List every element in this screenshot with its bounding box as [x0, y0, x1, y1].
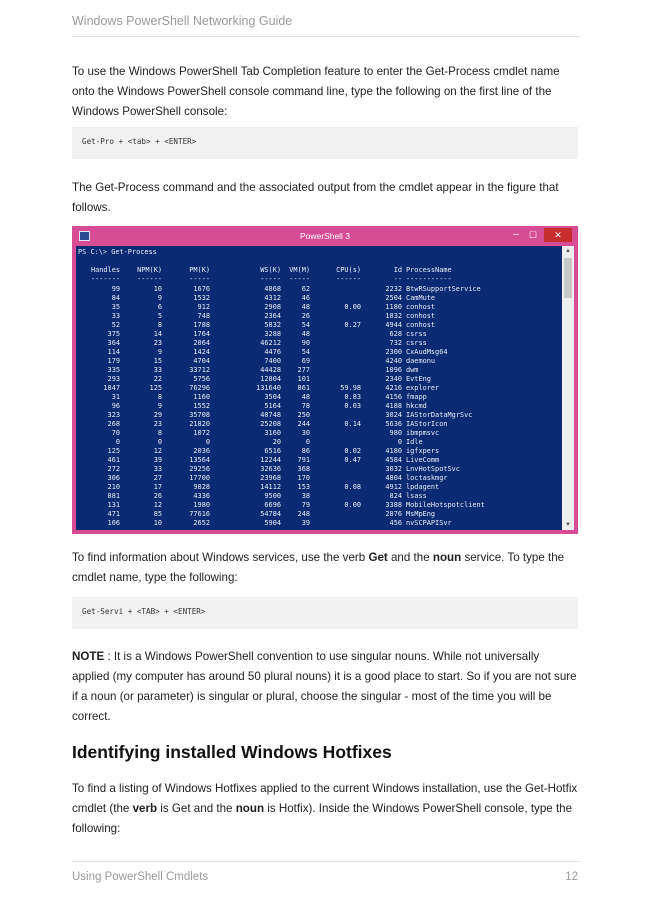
text-run: is Get and the — [157, 802, 236, 815]
window-title: PowerShell 3 — [299, 231, 351, 241]
console-cell: 76296 — [189, 384, 210, 392]
console-header-row — [76, 266, 562, 275]
console-cell: 9828 — [193, 483, 210, 491]
console-cell: 101 — [297, 375, 310, 383]
paragraph-tab-completion: To use the Windows PowerShell Tab Completion feature to enter the Get-Process cmdlet name onto the Windows PowerShell console command line, type the following on the first line of the Windows PowerShell console: — [72, 65, 560, 118]
console-cell: 2064 — [193, 339, 210, 347]
console-cell: 40748 — [260, 411, 281, 419]
console-cell: 2300 — [385, 348, 402, 356]
console-cell: 1160 — [193, 393, 210, 401]
console-cell: 3288 — [264, 330, 281, 338]
console-data-row — [76, 456, 562, 465]
console-cell: csrss — [406, 330, 427, 338]
console-cell: ------- — [90, 275, 120, 283]
console-cell: nvSCPAPISvr — [406, 519, 452, 527]
console-cell: 2504 — [385, 294, 402, 302]
console-cell: 2340 — [385, 375, 402, 383]
console-cell: 23 — [153, 420, 162, 428]
console-data-row — [76, 501, 562, 510]
console-cell: fmapp — [406, 393, 427, 401]
console-cell: 90 — [301, 339, 310, 347]
console-cell: MobileHotspotclient — [406, 501, 485, 509]
console-cell: 54 — [301, 321, 310, 329]
console-cell: LnvHotSpotSvc — [406, 465, 460, 473]
console-cell: lpdagent — [406, 483, 440, 491]
console-cell: csrss — [406, 339, 427, 347]
text-run: To find a listing of Windows Hotfixes applied to the current Windows installation, use the Get-Hotfix cmdlet (the — [72, 782, 578, 815]
console-cell: 0.00 — [344, 303, 361, 311]
console-cell: conhost — [406, 312, 436, 320]
close-icon: ✕ — [544, 228, 572, 242]
console-data-row — [76, 483, 562, 492]
footer-divider — [72, 861, 580, 862]
console-data-row — [76, 330, 562, 339]
console-cell: 881 — [107, 492, 120, 500]
console-cell: 1980 — [193, 501, 210, 509]
console-cell: 0.03 — [344, 402, 361, 410]
console-cell: 4944 — [385, 321, 402, 329]
console-data-row — [76, 321, 562, 330]
console-cell: ProcessName — [406, 266, 452, 274]
console-cell: CxAudMsg64 — [406, 348, 448, 356]
console-cell: 33 — [153, 465, 162, 473]
console-cell: 244 — [297, 420, 310, 428]
console-cell: ----- — [260, 275, 281, 283]
console-cell: 732 — [389, 339, 402, 347]
console-data-row — [76, 375, 562, 384]
text-run: : It is a Windows PowerShell convention to use singular nouns. While not universally applied (my computer has around 50 plural nouns) it is a good place to start. So if you are not sure if a noun (or parameter) is singular or plural, choose the singular - most of the time you will be correct. — [72, 650, 577, 723]
console-cell: 6696 — [264, 501, 281, 509]
console-cell: CPU(s) — [336, 266, 361, 274]
console-cell: 1832 — [385, 312, 402, 320]
section-heading: Identifying installed Windows Hotfixes — [72, 742, 392, 762]
console-cell: 48 — [301, 393, 310, 401]
console-cell: 628 — [389, 330, 402, 338]
code-block-get-service — [72, 597, 578, 629]
console-cell: 29256 — [189, 465, 210, 473]
console-cell: 131640 — [256, 384, 281, 392]
console-cell: 125 — [149, 384, 162, 392]
console-cell: 1072 — [193, 429, 210, 437]
console-cell: 8 — [157, 429, 162, 437]
console-cell: 0.00 — [344, 501, 361, 509]
console-cell: 0.83 — [344, 393, 361, 401]
console-data-row — [76, 510, 562, 519]
console-cell: 3388 — [385, 501, 402, 509]
console-data-row — [76, 303, 562, 312]
console-cell: 62 — [301, 285, 310, 293]
console-cell: hkcmd — [406, 402, 427, 410]
console-cell: 368 — [297, 465, 310, 473]
console-cell: 0 — [157, 438, 162, 446]
console-cell: 5164 — [264, 402, 281, 410]
console-cell: 0.08 — [344, 483, 361, 491]
console-cell: 39 — [153, 456, 162, 464]
bold-noun: noun — [432, 551, 462, 564]
console-cell: 2876 — [385, 510, 402, 518]
console-cell: 86 — [301, 447, 310, 455]
console-cell: 4312 — [264, 294, 281, 302]
console-cell: 0.14 — [344, 420, 361, 428]
console-cell: 1180 — [385, 303, 402, 311]
console-cell: 250 — [297, 411, 310, 419]
console-cell: 8 — [157, 321, 162, 329]
console-cell: 4476 — [264, 348, 281, 356]
paragraph-note — [72, 647, 578, 727]
scroll-up-icon: ▲ — [565, 248, 571, 254]
console-cell: 70 — [111, 429, 120, 437]
console-cell: 5636 — [385, 420, 402, 428]
console-cell: 17 — [153, 483, 162, 491]
console-cell: 2364 — [264, 312, 281, 320]
console-cell: 4704 — [193, 357, 210, 365]
console-cell: 39 — [301, 519, 310, 527]
console-cell: IAStorDataMgrSvc — [406, 411, 473, 419]
console-cell: 79 — [301, 501, 310, 509]
console-data-row — [76, 438, 562, 447]
console-cell: 25208 — [260, 420, 281, 428]
console-cell: 293 — [107, 375, 120, 383]
console-cell: 7400 — [264, 357, 281, 365]
scroll-thumb — [564, 258, 572, 298]
console-cell: 1788 — [193, 321, 210, 329]
console-cell: IAStorIcon — [406, 420, 448, 428]
console-cell: loctaskmgr — [406, 474, 448, 482]
text-run: and the — [387, 551, 433, 564]
running-header: Windows PowerShell Networking Guide — [72, 14, 293, 28]
console-cell: 1764 — [193, 330, 210, 338]
console-cell: 114 — [107, 348, 120, 356]
console-data-row — [76, 465, 562, 474]
page-number: 12 — [565, 871, 578, 883]
console-cell: 5756 — [193, 375, 210, 383]
console-cell: 32636 — [260, 465, 281, 473]
text-run: To find information about Windows services, use the verb — [72, 551, 369, 564]
console-data-row — [76, 312, 562, 321]
code-text: Get-Servi + <TAB> + <ENTER> — [82, 607, 206, 616]
console-cell: 2908 — [264, 303, 281, 311]
console-cell: 0 — [205, 438, 210, 446]
console-prompt: PS C:\> Get-Process — [78, 248, 157, 256]
console-cell: 170 — [297, 474, 310, 482]
console-cell: 29 — [153, 411, 162, 419]
console-cell: 2652 — [193, 519, 210, 527]
console-cell: 0 — [115, 438, 120, 446]
console-cell: 12244 — [260, 456, 281, 464]
console-cell: 1424 — [193, 348, 210, 356]
paragraph-services — [72, 548, 578, 588]
console-cell: MsMpEng — [406, 510, 436, 518]
console-cell: 48 — [301, 330, 310, 338]
console-cell: 26 — [153, 492, 162, 500]
console-cell: 35708 — [189, 411, 210, 419]
console-cell: 4584 — [385, 456, 402, 464]
console-cell: 1847 — [103, 384, 120, 392]
console-cell: 4188 — [385, 402, 402, 410]
console-cell: 912 — [197, 303, 210, 311]
console-cell: 471 — [107, 510, 120, 518]
console-cell: 20 — [272, 438, 281, 446]
console-data-row — [76, 285, 562, 294]
console-cell: 4240 — [385, 357, 402, 365]
console-cell: 23968 — [260, 474, 281, 482]
console-cell: 3032 — [385, 465, 402, 473]
console-cell: 54 — [301, 348, 310, 356]
header-divider — [72, 36, 580, 37]
text-run: service. To type the cmdlet name, type the following: — [72, 551, 565, 584]
console-cell: 4180 — [385, 447, 402, 455]
console-cell: 4336 — [193, 492, 210, 500]
console-cell: 3504 — [264, 393, 281, 401]
console-cell: 791 — [297, 456, 310, 464]
console-cell: 30 — [301, 429, 310, 437]
console-cell: 106 — [107, 519, 120, 527]
console-cell: 5904 — [264, 519, 281, 527]
running-footer: Using PowerShell Cmdlets — [72, 871, 209, 883]
console-cell: 69 — [301, 357, 310, 365]
console-data-row — [76, 348, 562, 357]
console-cell: 131 — [107, 501, 120, 509]
paragraph-figure-intro: The Get-Process command and the associated output from the cmdlet appear in the figure that follows. — [72, 181, 559, 214]
console-cell: WS(K) — [260, 266, 281, 274]
console-cell: 27 — [153, 474, 162, 482]
console-cell: dwm — [406, 366, 419, 374]
console-cell: 78 — [301, 402, 310, 410]
console-cell: 85 — [153, 510, 162, 518]
console-cell: 54784 — [260, 510, 281, 518]
console-cell: 9 — [157, 402, 162, 410]
console-cell: explorer — [406, 384, 440, 392]
console-cell: 1096 — [385, 366, 402, 374]
console-cell: 272 — [107, 465, 120, 473]
console-cell: 5832 — [264, 321, 281, 329]
console-cell: 15 — [153, 357, 162, 365]
console-cell: 14112 — [260, 483, 281, 491]
console-cell: ibmpmsvc — [406, 429, 440, 437]
console-data-row — [76, 357, 562, 366]
console-data-row — [76, 402, 562, 411]
console-cell: 153 — [297, 483, 310, 491]
text-run: is Hotfix). Inside the Windows PowerShell console, type the following: — [72, 802, 573, 835]
console-cell: 461 — [107, 456, 120, 464]
paragraph-hotfixes — [72, 779, 578, 839]
console-cell: 48 — [301, 303, 310, 311]
bold-verb: verb — [132, 802, 158, 815]
console-cell: 26 — [301, 312, 310, 320]
console-cell: 84 — [111, 294, 120, 302]
powershell-window-screenshot — [72, 226, 578, 534]
console-cell: Idle — [406, 438, 423, 446]
console-scrollbar — [562, 246, 574, 530]
console-cell: LiveComm — [406, 456, 440, 464]
console-cell: ----------- — [406, 275, 452, 283]
console-cell: 456 — [389, 519, 402, 527]
console-cell: 13564 — [189, 456, 210, 464]
bold-verb: Get — [368, 551, 388, 564]
minimize-icon: – — [513, 229, 519, 240]
console-data-row — [76, 366, 562, 375]
console-cell: 248 — [297, 510, 310, 518]
console-cell: 12804 — [260, 375, 281, 383]
console-cell: 277 — [297, 366, 310, 374]
console-cell: 323 — [107, 411, 120, 419]
bold-noun: noun — [235, 802, 265, 815]
console-cell: 44428 — [260, 366, 281, 374]
console-cell: 861 — [297, 384, 310, 392]
scroll-down-icon: ▼ — [565, 522, 571, 528]
console-cell: 4912 — [385, 483, 402, 491]
console-cell: lsass — [406, 492, 427, 500]
console-cell: 10 — [153, 519, 162, 527]
console-data-row — [76, 294, 562, 303]
console-cell: 14 — [153, 330, 162, 338]
console-cell: 99 — [111, 285, 120, 293]
console-data-row — [76, 393, 562, 402]
maximize-icon: ☐ — [528, 230, 538, 240]
console-cell: 59.98 — [340, 384, 361, 392]
console-cell: 1552 — [193, 402, 210, 410]
console-cell: 2232 — [385, 285, 402, 293]
console-separator-row — [76, 275, 562, 284]
console-cell: 12 — [153, 447, 162, 455]
console-cell: PM(K) — [189, 266, 210, 274]
console-cell: 3024 — [385, 411, 402, 419]
console-cell: 6516 — [264, 447, 281, 455]
console-cell: Id — [393, 266, 402, 274]
console-cell: 22 — [153, 375, 162, 383]
console-cell: Handles — [90, 266, 120, 274]
console-cell: 5 — [157, 312, 162, 320]
console-cell: 335 — [107, 366, 120, 374]
console-data-row — [76, 411, 562, 420]
console-cell: ------ — [336, 275, 361, 283]
console-data-row — [76, 429, 562, 438]
console-cell: 364 — [107, 339, 120, 347]
console-cell: 0 — [397, 438, 402, 446]
console-cell: 0.47 — [344, 456, 361, 464]
console-cell: 179 — [107, 357, 120, 365]
console-cell: 31 — [111, 393, 120, 401]
console-cell: conhost — [406, 303, 436, 311]
console-cell: -- — [393, 275, 402, 283]
console-cell: 21820 — [189, 420, 210, 428]
console-cell: 1532 — [193, 294, 210, 302]
console-cell: 9500 — [264, 492, 281, 500]
window-titlebar — [72, 226, 578, 246]
console-cell: daemonu — [406, 357, 436, 365]
console-cell: 3160 — [264, 429, 281, 437]
console-cell: 33712 — [189, 366, 210, 374]
console-cell: 4216 — [385, 384, 402, 392]
console-cell: 33 — [111, 312, 120, 320]
console-cell: 4804 — [385, 474, 402, 482]
console-cell: 9 — [157, 294, 162, 302]
console-cell: 77616 — [189, 510, 210, 518]
console-cell: 268 — [107, 420, 120, 428]
console-cell: 10 — [153, 285, 162, 293]
console-cell: 375 — [107, 330, 120, 338]
console-cell: 6 — [157, 303, 162, 311]
console-cell: 23 — [153, 339, 162, 347]
console-cell: 0 — [305, 438, 310, 446]
console-cell: 38 — [301, 492, 310, 500]
console-cell: 980 — [389, 429, 402, 437]
console-cell: 52 — [111, 321, 120, 329]
console-cell: 8 — [157, 393, 162, 401]
console-cell: 0.02 — [344, 447, 361, 455]
console-cell: 9 — [157, 348, 162, 356]
console-cell: 96 — [111, 402, 120, 410]
console-cell: 46212 — [260, 339, 281, 347]
console-data-row — [76, 420, 562, 429]
console-cell: 12 — [153, 501, 162, 509]
console-cell: 210 — [107, 483, 120, 491]
console-cell: 824 — [389, 492, 402, 500]
console-cell: 125 — [107, 447, 120, 455]
code-block-get-process — [72, 127, 578, 159]
console-cell: 4156 — [385, 393, 402, 401]
console-cell: EvtEng — [406, 375, 431, 383]
code-text: Get-Pro + <tab> + <ENTER> — [82, 137, 197, 146]
console-cell: VM(M) — [289, 266, 310, 274]
console-output — [76, 246, 562, 530]
console-cell: ----- — [189, 275, 210, 283]
console-cell: 33 — [153, 366, 162, 374]
console-data-row — [76, 519, 562, 528]
console-cell: 2036 — [193, 447, 210, 455]
console-cell: 748 — [197, 312, 210, 320]
console-data-row — [76, 474, 562, 483]
console-data-row — [76, 447, 562, 456]
console-cell: 1676 — [193, 285, 210, 293]
console-cell: 35 — [111, 303, 120, 311]
console-cell: ------ — [137, 275, 162, 283]
console-cell: conhost — [406, 321, 436, 329]
console-cell: 17700 — [189, 474, 210, 482]
console-cell: BtwRSupportService — [406, 285, 481, 293]
console-data-row — [76, 492, 562, 501]
note-label: NOTE — [72, 650, 105, 663]
console-cell: 0.27 — [344, 321, 361, 329]
console-cell: igfxpers — [406, 447, 440, 455]
console-cell: 306 — [107, 474, 120, 482]
console-cell: 46 — [301, 294, 310, 302]
console-cell: ----- — [289, 275, 310, 283]
console-cell: CamMute — [406, 294, 436, 302]
console-data-row — [76, 384, 562, 393]
console-data-row — [76, 339, 562, 348]
console-cell: 4868 — [264, 285, 281, 293]
console-cell: NPM(K) — [137, 266, 162, 274]
